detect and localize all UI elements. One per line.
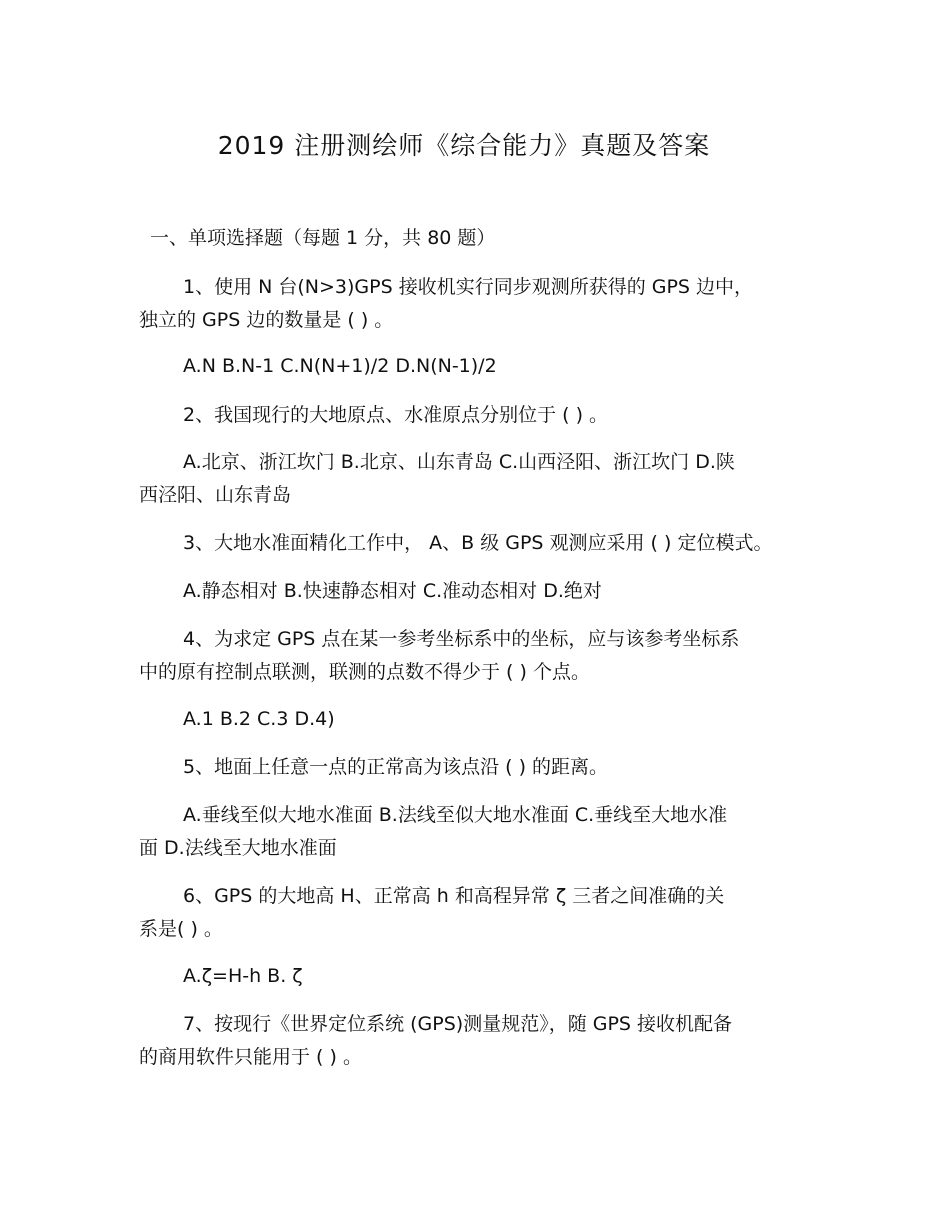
question-2-stem-line-1: 2、我国现行的大地原点、水准原点分别位于 ( ) 。 — [183, 404, 609, 426]
question-1-options: A.N B.N-1 C.N(N+1)/2 D.N(N-1)/2 — [183, 355, 497, 377]
question-2-options-line-1: A.北京、浙江坎门 B.北京、山东青岛 C.山西泾阳、浙江坎门 D.陕 — [183, 451, 735, 473]
question-7-stem-line-2: 的商用软件只能用于 ( ) 。 — [139, 1046, 362, 1068]
question-3-options: A.静态相对 B.快速静态相对 C.准动态相对 D.绝对 — [183, 580, 602, 602]
question-6-stem-line-2: 系是( ) 。 — [139, 918, 223, 940]
question-5-options-line-1: A.垂线至似大地水准面 B.法线至似大地水准面 C.垂线至大地水准 — [183, 804, 728, 826]
question-7-stem-line-1: 7、按现行《世界定位系统 (GPS)测量规范》，随 GPS 接收机配备 — [183, 1013, 733, 1035]
question-2-options-line-2: 西泾阳、山东青岛 — [139, 484, 292, 506]
question-4-stem-line-1: 4、为求定 GPS 点在某一参考坐标系中的坐标，应与该参考坐标系 — [183, 628, 740, 650]
question-6-stem-line-1: 6、GPS 的大地高 H、正常高 h 和高程异常 ζ 三者之间准确的关 — [183, 885, 725, 907]
question-1-stem-line-1: 1、使用 N 台(N>3)GPS 接收机实行同步观测所获得的 GPS 边中， — [183, 276, 754, 298]
question-4-stem-line-2: 中的原有控制点联测，联测的点数不得少于 ( ) 个点。 — [139, 661, 590, 683]
question-3-stem-line-1: 3、大地水准面精化工作中， A、B 级 GPS 观测应采用 ( ) 定位模式。 — [183, 532, 773, 554]
question-5-options-line-2: 面 D.法线至大地水准面 — [139, 837, 337, 859]
question-6-options: A.ζ=H-h B. ζ — [183, 965, 303, 987]
question-5-stem-line-1: 5、地面上任意一点的正常高为该点沿 ( ) 的距离。 — [183, 756, 609, 778]
question-1-stem-line-2: 独立的 GPS 边的数量是 ( ) 。 — [139, 309, 394, 331]
document-title: 2019 注册测绘师《综合能力》真题及答案 — [217, 131, 711, 160]
section-heading: 一、单项选择题（每题 1 分，共 80 题） — [150, 227, 496, 249]
question-4-options: A.1 B.2 C.3 D.4) — [183, 708, 335, 730]
